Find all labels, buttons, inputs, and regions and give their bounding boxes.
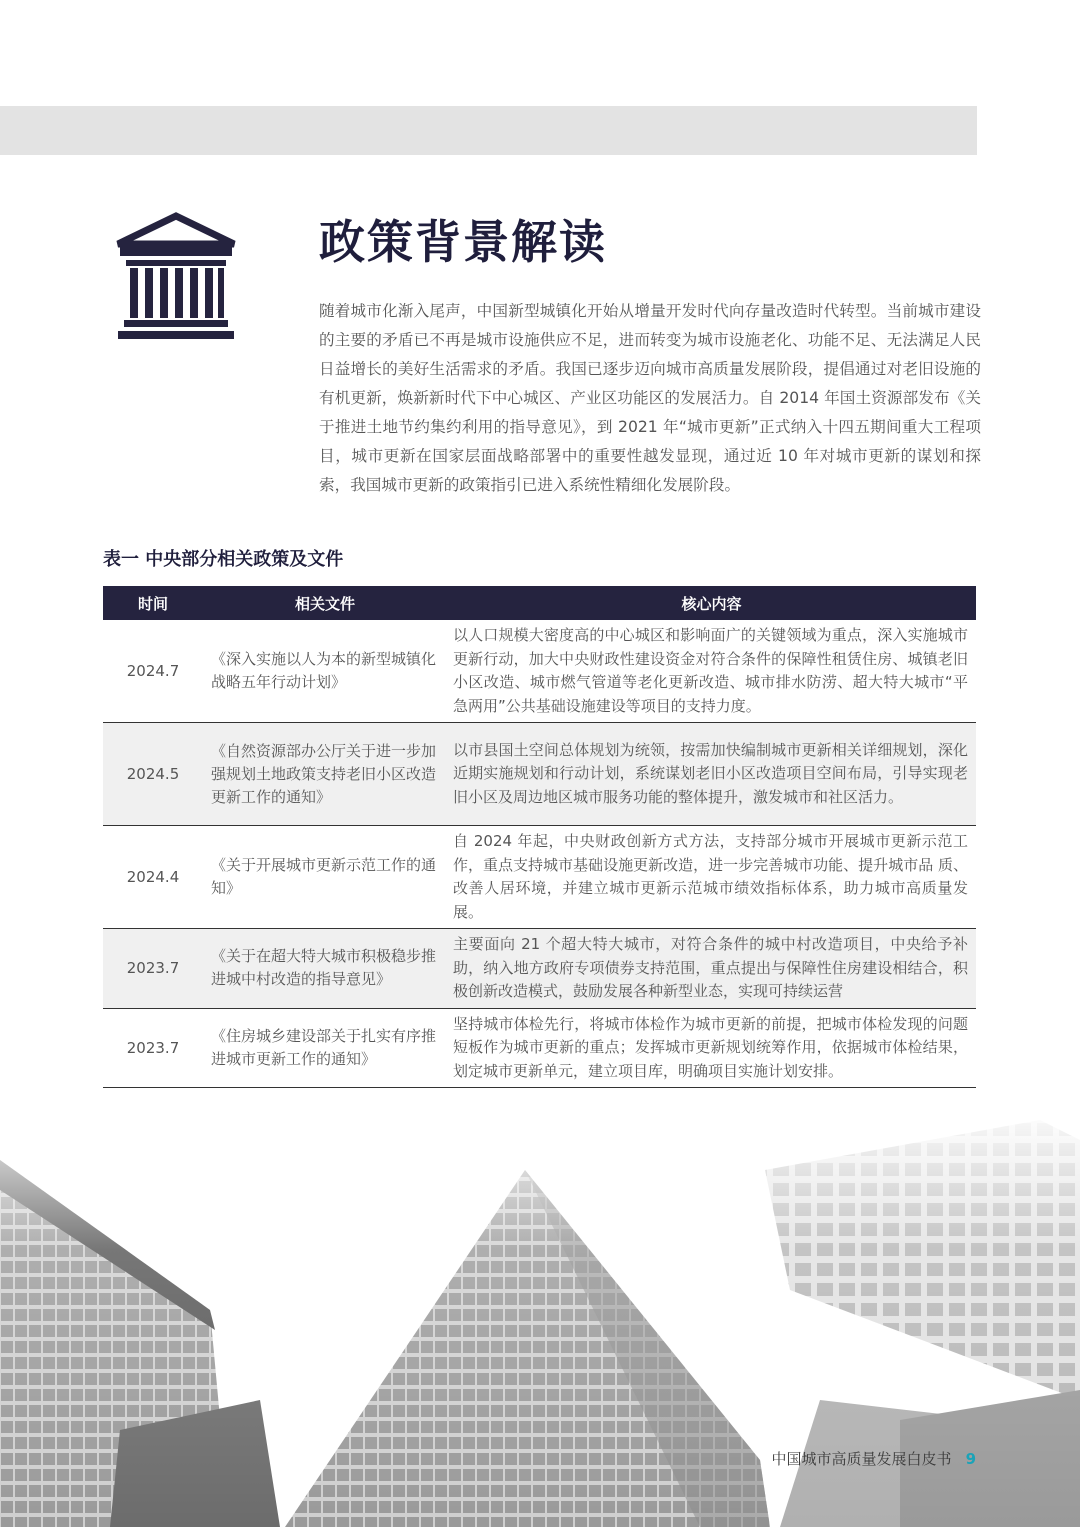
row-time: 2024.5 [103, 723, 203, 826]
top-gray-band [0, 106, 977, 155]
table-row [103, 929, 976, 1009]
row-time: 2024.7 [103, 620, 203, 723]
classical-building-icon [112, 212, 240, 342]
row-core-content: 主要面向 21 个超大特大城市，对符合条件的城中村改造项目，中央给予补助，纳入地方政府专项债券支持范围，重点提出与保障性住房建设相结合，积极创新改造模式，鼓励发展各种新型业态，实现可持续运营 [447, 929, 976, 1009]
header-time: 时间 [103, 586, 203, 620]
row-document: 《深入实施以人为本的新型城镇化战略五年行动计划》 [203, 620, 447, 723]
table-row [103, 620, 976, 723]
page-title: 政策背景解读 [319, 215, 607, 269]
intro-paragraph: 随着城市化渐入尾声，中国新型城镇化开始从增量开发时代向存量改造时代转型。当前城市建设的主要的矛盾已不再是城市设施供应不足，进而转变为城市设施老化、功能不足、无法满足人民日益增长的美好生活需求的矛盾。我国已逐步迈向城市高质量发展阶段，提倡通过对老旧设施的有机更新，焕新新时代下中心城区、产业区功能区的发展活力。自 2014 年国土资源部发布《关于推进土地节约集约利用的指导意见》，到 2021 年“城市更新”正式纳入十四五期间重大工程项目，城市更新在国家层面战略部署中的重要性越发显现，通过近 10 年对城市更新的谋划和探索，我国城市更新的政策指引已进入系统性精细化发展阶段。 [319, 302, 981, 494]
page-number: 9 [965, 1450, 976, 1468]
footer-title: 中国城市高质量发展白皮书 [771, 1450, 952, 1468]
row-core-content: 自 2024 年起，中央财政创新方式方法，支持部分城市开展城市更新示范工作，重点支持城市基础设施更新改造，进一步完善城市功能、提升城市品 质、改善人居环境，并建立城市更新示范城市绩效指标体系，助力城市高质量发展。 [447, 826, 976, 929]
row-document: 《自然资源部办公厅关于进一步加强规划土地政策支持老旧小区改造更新工作的通知》 [203, 723, 447, 826]
policy-table [103, 586, 976, 1088]
table-row [103, 826, 976, 929]
row-core-content: 坚持城市体检先行，将城市体检作为城市更新的前提，把城市体检发现的问题短板作为城市更新的重点；发挥城市更新规划统筹作用，依据城市体检结果，划定城市更新单元，建立项目库，明确项目实施计划安排。 [447, 1008, 976, 1088]
row-document: 《住房城乡建设部关于扎实有序推进城市更新工作的通知》 [203, 1008, 447, 1088]
table-row [103, 1008, 976, 1088]
header-core-content: 核心内容 [447, 586, 976, 620]
row-core-content: 以市县国土空间总体规划为统领，按需加快编制城市更新相关详细规划，深化近期实施规划和行动计划，系统谋划老旧小区改造项目空间布局，引导实现老旧小区及周边地区城市服务功能的整体提升，激发城市和社区活力。 [447, 723, 976, 826]
row-core-content: 以人口规模大密度高的中心城区和影响面广的关键领域为重点，深入实施城市更新行动，加大中央财政性建设资金对符合条件的保障性租赁住房、城镇老旧小区改造、城市燃气管道等老化更新改造、城市排水防涝、超大特大城市“平急两用”公共基础设施建设等项目的支持力度。 [447, 620, 976, 723]
table-row [103, 723, 976, 826]
row-document: 《关于在超大特大城市积极稳步推进城中村改造的指导意见》 [203, 929, 447, 1009]
table-header-row [103, 586, 976, 620]
row-document: 《关于开展城市更新示范工作的通知》 [203, 826, 447, 929]
footer [772, 1448, 976, 1469]
row-time: 2023.7 [103, 929, 203, 1009]
row-time: 2023.7 [103, 1008, 203, 1088]
table-caption: 表一 中央部分相关政策及文件 [103, 549, 344, 570]
row-time: 2024.4 [103, 826, 203, 929]
header-document: 相关文件 [203, 586, 447, 620]
